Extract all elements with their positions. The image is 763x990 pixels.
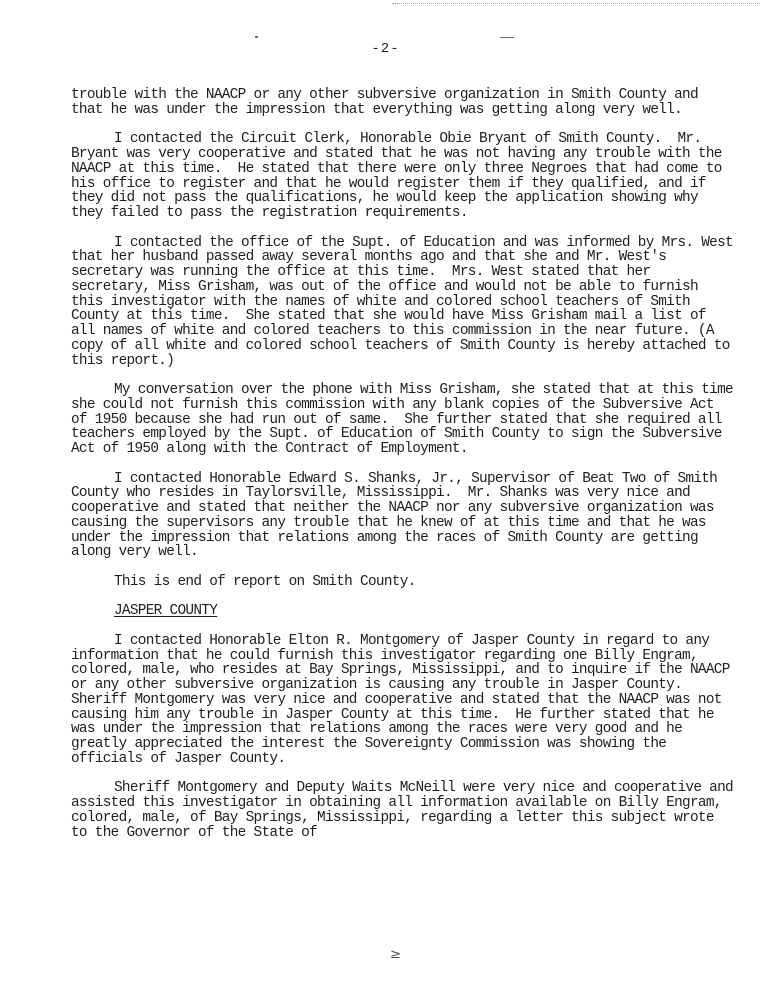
page-number: -2- (371, 41, 400, 57)
top-scan-edge (392, 3, 760, 4)
section-heading-jasper-county: JASPER COUNTY (114, 603, 218, 620)
document-body (71, 87, 741, 855)
paragraph-supt-education: I contacted the office of the Supt. of Education and was informed by Mrs. West that her husband passed away several months ago and that she and Mr. West's secretary was running the office at this time. Mrs. West stated that her secretary, Miss Grisham, was out of the office and would not be able to furnish this investigator with the names of white and colored school teachers of Smith County at this time. She stated that she would have Miss Grisham mail a list of all names of white and colored teachers to this commission in the near future. (A copy of all white and colored school teachers of Smith County is hereby attached to this report.) (71, 234, 741, 369)
paragraph-deputy-mcneill: Sheriff Montgomery and Deputy Waits McNeill were very nice and cooperative and assisted this investigator in obtaining all information available on Billy Engram, colored, male, of Bay Springs, Mississippi, regarding a letter this subject wrote to the Governor of the State of (71, 780, 741, 841)
paragraph-circuit-clerk: I contacted the Circuit Clerk, Honorable Obie Bryant of Smith County. Mr. Bryant was very cooperative and stated that he was not having any trouble with the NAACP at this time. He stated that there were only three Negroes that had come to his office to register and that he would register them if they qualified, and if they did not pass the qualifications, he would keep the application showing why they failed to pass the registration requirements. (71, 131, 730, 221)
scan-speck (255, 36, 258, 38)
paragraph-sheriff-montgomery: I contacted Honorable Elton R. Montgomery of Jasper County in regard to any information that he could furnish this investigator regarding one Billy Engram, colored, male, who resides at Bay Springs, Mississippi, and to inquire if the NAACP or any other subversive organization is causing any trouble in Jasper County. Sheriff Montgomery was very nice and cooperative and stated that the NAACP was not causing him any trouble in Jasper County at this time. He further stated that he was under the impression that relations among the races were very good and he greatly appreciated the interest the Sovereignty Commission was showing the officials of Jasper County. (71, 632, 738, 767)
paragraph-continuation: trouble with the NAACP or any other subversive organization in Smith County and that he was under the impression that everything was getting along very well. (71, 87, 706, 118)
paragraph-miss-grisham: My conversation over the phone with Miss Grisham, she stated that at this time she could not furnish this commission with any blank copies of the Subversive Act of 1950 because she had run out of same. She further stated that she required all teachers employed by the Supt. of Education of Smith County to sign the Subversive Act of 1950 along with the Contract of Employment. (71, 382, 741, 457)
footer-handwritten-mark: ≥ (390, 948, 401, 962)
paragraph-end-smith-county: This is end of report on Smith County. (114, 573, 416, 590)
paragraph-supervisor-shanks: I contacted Honorable Edward S. Shanks, Jr., Supervisor of Beat Two of Smith County who resides in Taylorsville, Mississippi. Mr. Shanks was very nice and cooperative and stated that neither the NAACP nor any subversive organization was causing the supervisors any trouble that he knew of at this time and that he was under the impression that relations among the races of Smith County are getting along very well. (71, 470, 726, 561)
scan-speck (500, 37, 514, 38)
